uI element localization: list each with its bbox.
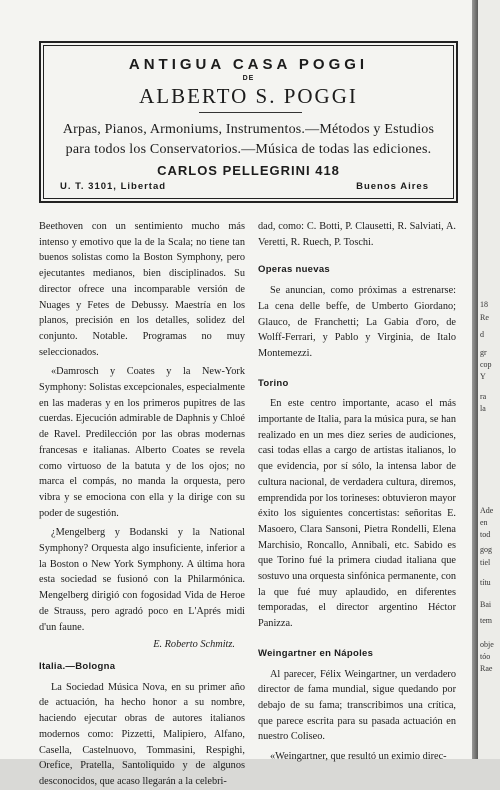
left-paragraph-3: ¿Mengelberg y Bodanski y la National Symphony? Orquesta algo insuficiente, inferior a la Boston o New York Symphony. A última hora esta sociedad se fusionó con la Philarmónica. Mengelberg dirigió con fogosidad Vida de Heroe de Strauss, pero agradó poco en L'Aprés midi d'un faune. bbox=[39, 527, 245, 633]
section-heading-italia: Italia.—Bologna bbox=[39, 660, 116, 672]
next-page-fragment: Bai bbox=[480, 600, 492, 609]
right-column bbox=[258, 219, 456, 765]
next-page-fragment: d bbox=[480, 330, 484, 339]
ad-city: Buenos Aires bbox=[356, 181, 429, 192]
ad-products: Arpas, Pianos, Armoniums, Instrumentos.—Métodos y Estudios para todos los Conservatorios.—Música de todas las ediciones. bbox=[62, 122, 435, 157]
next-page-fragment: títu bbox=[480, 578, 491, 587]
right-paragraph-5: «Weingartner, que resultó un eximio direc- bbox=[270, 751, 447, 763]
left-paragraph-4: La Sociedad Música Nova, en su primer año de actuación, ha hecho honor a su nombre, haciendo ejecutar obras de autores italianos modernos como: Pizzetti, Malipiero, Alfano, Casella, Castelnuovo, Tommasini, Respighi, Orefice, Pratella, Santoliquido y de algunos desconocidos, que acaso llegarán a la celebri- bbox=[39, 681, 245, 787]
section-heading-operas: Operas nuevas bbox=[258, 264, 331, 276]
advertisement-inner-frame bbox=[43, 45, 454, 199]
ad-de: DE bbox=[242, 75, 255, 82]
next-page-fragment: cop bbox=[480, 360, 492, 369]
next-page-fragment: gog bbox=[480, 545, 492, 554]
next-page-fragment: Y bbox=[480, 372, 486, 381]
left-column bbox=[39, 219, 245, 790]
article-signature: E. Roberto Schmitz. bbox=[153, 639, 235, 651]
next-page-fragment: tod bbox=[480, 530, 491, 539]
next-page-fragment: Rae bbox=[480, 664, 493, 673]
section-heading-weingartner: Weingartner en Nápoles bbox=[258, 647, 374, 659]
next-page-fragment: en bbox=[480, 518, 488, 527]
next-page-fragment: tem bbox=[480, 616, 492, 625]
next-page-fragment: la bbox=[480, 404, 486, 413]
next-page-fragment: obje bbox=[480, 640, 494, 649]
ad-phone: U. T. 3101, Libertad bbox=[60, 181, 167, 192]
advertisement-box bbox=[39, 41, 458, 203]
ad-owner-name: ALBERTO S. POGGI bbox=[139, 84, 358, 108]
next-page-fragment: Ade bbox=[480, 506, 494, 515]
right-paragraph-3: En este centro importante, acaso el más importante de Italia, para la música pura, se han realizado en un mes diez series de audiciones, casi todas ellas a cargo de artistas italianos, lo que evidencia, por sí sólo, la intensa labor de cultura nacional, de verdadera cultura, diremos, emprendida por los torineses: obtuvieron mayor éxito los siguientes concertistas: señoritas E. Masoero, Clara Sansoni, Pietra Rondelli, Elena Marchisio, Roncallo, Annibali, etc. Sabido es que Torino fué la primera ciudad italiana que sostuvo una orquesta sinfónica permanente, con la que fué muy aplaudido, en diferentes temporadas, el director argentino Héctor Panizza. bbox=[258, 398, 456, 630]
left-paragraph-1: Beethoven con un sentimiento mucho más intenso y emotivo que la de la Scala; no tiene tan buenos solistas como la Boston Symphony, pero ejecutantes medianos, bien disciplinados. Su director ofrece una incomparable versión de Nuages y Fetes de Debussy. Maestría en los planos, precisión en los detalles, solidez del conjunto. Notable. Programas no muy seleccionados. bbox=[39, 221, 245, 358]
next-page-fragment: 18 bbox=[480, 300, 488, 309]
ad-divider bbox=[199, 112, 302, 113]
next-page-fragment: tiel bbox=[480, 558, 491, 567]
next-page-edge bbox=[478, 0, 500, 759]
ad-store-name: ANTIGUA CASA POGGI bbox=[128, 56, 369, 73]
next-page-fragment: gr bbox=[480, 348, 487, 357]
left-paragraph-2: «Damrosch y Coates y la New-York Symphony: Solistas excepcionales, especialmente en las maderas y en los primeros pupitres de las cuerdas. Ejecución admirable de Daphnis y Chloé de Ravel. Predilección por las obras modernas francesas e italianas. Alberto Coates se revela como virtuoso de la batuta y de los ojos; no marca el compás, no manda la orquesta, pero vibra y se emociona con ella y la dirige con su poder de sugestión. bbox=[39, 366, 245, 519]
right-paragraph-2: Se anuncian, como próximas a estrenarse: La cena delle beffe, de Umberto Giordano; Glauco, de Franchetti; La Gabia d'oro, de Wolff-Ferrari, y Pablo y Virginia, de Italo Montemezzi. bbox=[258, 285, 456, 359]
right-paragraph-1: dad, como: C. Botti, P. Clausetti, R. Salviati, A. Veretti, R. Ruech, P. Toschi. bbox=[258, 221, 456, 248]
right-paragraph-4: Al parecer, Félix Weingartner, un verdadero director de fama mundial, sigue quedando por debajo de su fama; transcribimos una crítica, que parece escrita para su pasada actuación en nuestro Coliseo. bbox=[258, 668, 456, 743]
ad-address: CARLOS PELLEGRINI 418 bbox=[157, 163, 340, 178]
section-heading-torino: Torino bbox=[258, 377, 289, 389]
next-page-fragment: tóo bbox=[480, 652, 491, 661]
next-page-fragment: ra bbox=[480, 392, 487, 401]
next-page-fragment: Re bbox=[480, 313, 489, 322]
